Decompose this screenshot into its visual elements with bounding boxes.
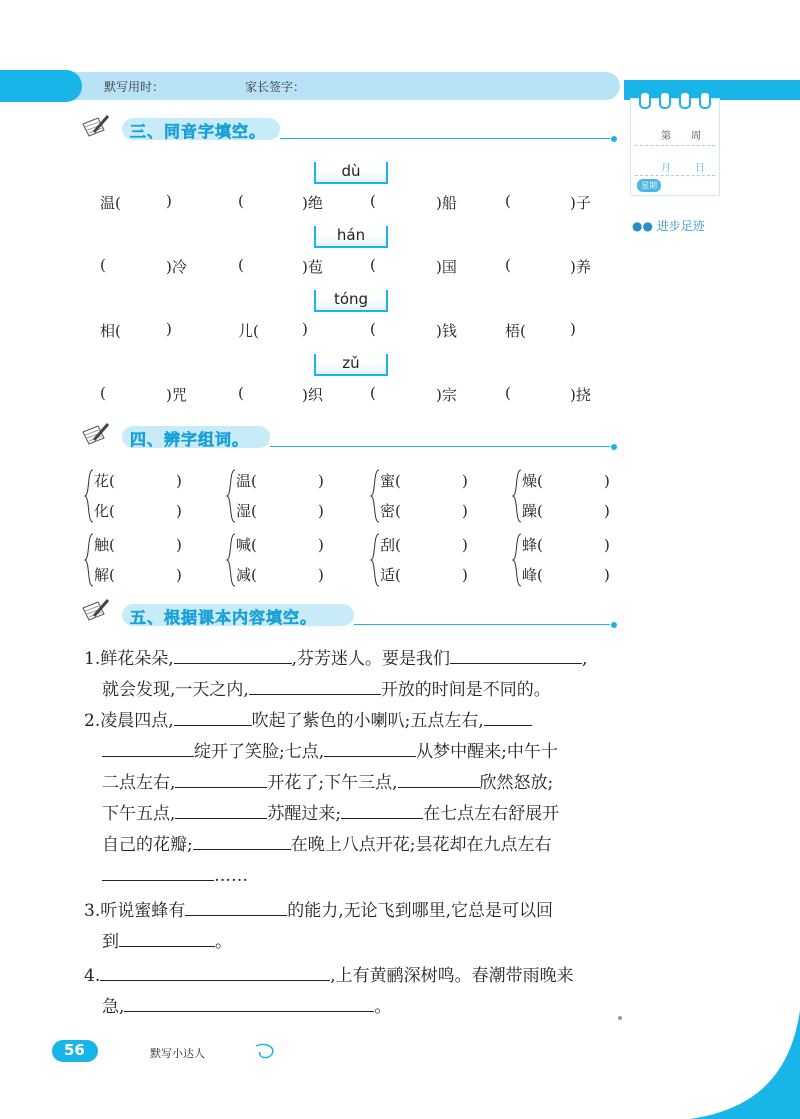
blank-close: )绝: [302, 194, 323, 212]
blank-close: ): [166, 192, 172, 210]
blank-close: )苞: [302, 258, 323, 276]
blank-open: (: [505, 192, 511, 210]
ring-icon: [699, 91, 711, 109]
q2-line5: 自己的花瓣; 在晚上八点开花;昙花却在九点左右: [102, 830, 551, 861]
day-label: 日: [695, 163, 705, 174]
pinyin-box: dù: [314, 162, 388, 184]
blank-close: )冷: [166, 258, 187, 276]
word-pair-item: 躁(: [522, 502, 543, 520]
page-number: 56: [64, 1041, 85, 1059]
blank-close: ): [176, 566, 182, 584]
q2-line3: 二点左右, 开花了;下午三点, 欣然怒放;: [102, 768, 553, 799]
parent-signature-label: 家长签字：: [245, 80, 306, 94]
blank-open: 相(: [100, 322, 121, 340]
brace-icon: [84, 468, 94, 528]
blank-close: ): [176, 472, 182, 490]
blank-close: ): [462, 472, 468, 490]
blank-close: )船: [436, 194, 457, 212]
blank-close: )咒: [166, 386, 187, 404]
blank-close: ): [570, 320, 576, 338]
word-pair-item: 适(: [380, 566, 401, 584]
q2-line1: 2.凌晨四点, 吹起了紫色的小喇叭;五点左右,: [84, 706, 532, 737]
blank-open: (: [505, 256, 511, 274]
answer-blank[interactable]: [174, 707, 252, 726]
blank-close: ): [604, 472, 610, 490]
blank-close: )国: [436, 258, 457, 276]
answer-blank[interactable]: [484, 707, 532, 726]
blank-close: ): [604, 502, 610, 520]
word-pair-item: 峰(: [522, 566, 543, 584]
answer-blank[interactable]: [102, 738, 194, 757]
blank-open: (: [238, 384, 244, 402]
q3-line2: 到 。: [102, 927, 232, 958]
brace-icon: [512, 468, 522, 528]
blank-open: 温(: [100, 194, 121, 212]
q4-line1: 4. ,上有黄鹂深树鸣。春潮带雨晚来: [84, 961, 574, 992]
progress-label: [632, 217, 705, 234]
q4-line2: 急, 。: [102, 992, 391, 1023]
answer-blank[interactable]: [175, 800, 267, 819]
month-label: 月: [661, 163, 671, 174]
word-pair-item: 蜂(: [522, 536, 543, 554]
brace-icon: [84, 532, 94, 592]
answer-blank[interactable]: [100, 962, 330, 981]
page-number-pill: [52, 1040, 98, 1062]
word-pair-item: 温(: [236, 472, 257, 490]
word-pair-item: 触(: [94, 536, 115, 554]
blank-open: 儿(: [238, 322, 259, 340]
brace-icon: [370, 532, 380, 592]
q2-line2: 绽开了笑脸;七点, 从梦中醒来;中午十: [102, 737, 558, 768]
q2-line4: 下午五点, 苏醒过来; 在七点左右舒展开: [102, 799, 559, 830]
blank-close: )织: [302, 386, 323, 404]
answer-blank[interactable]: [185, 897, 287, 916]
answer-blank[interactable]: [398, 769, 480, 788]
q1-line2: 就会发现,一天之内, 开放的时间是不同的。: [102, 675, 551, 706]
section-4-title: 四、辨字组词。: [130, 430, 250, 449]
pinyin-box: hán: [314, 226, 388, 248]
pencil-notebook-icon: [80, 114, 110, 140]
word-pair-item: 喊(: [236, 536, 257, 554]
answer-blank[interactable]: [174, 645, 292, 664]
blank-open: (: [238, 256, 244, 274]
blank-close: ): [604, 566, 610, 584]
brace-icon: [512, 532, 522, 592]
blank-close: ): [604, 536, 610, 554]
answer-blank[interactable]: [324, 738, 416, 757]
ring-icon: [639, 91, 651, 109]
blank-open: (: [505, 384, 511, 402]
blank-close: )宗: [436, 386, 457, 404]
q3-line1: 3.听说蜜蜂有 的能力,无论飞到哪里,它总是可以回: [84, 896, 553, 927]
word-pair-item: 减(: [236, 566, 257, 584]
section-3-title: 三、同音字填空。: [130, 122, 267, 141]
blank-close: ): [176, 536, 182, 554]
footprint-icon: ●●: [632, 219, 657, 233]
blank-open: 梧(: [505, 322, 526, 340]
blank-close: )养: [570, 258, 591, 276]
blank-close: ): [318, 502, 324, 520]
blank-close: ): [462, 502, 468, 520]
header-cap: [0, 70, 82, 102]
blank-close: ): [302, 320, 308, 338]
word-pair-item: 刮(: [380, 536, 401, 554]
calendar-card: [630, 98, 720, 196]
blank-close: ): [318, 566, 324, 584]
answer-blank[interactable]: [193, 831, 291, 850]
brace-icon: [226, 532, 236, 592]
word-pair-item: 密(: [380, 502, 401, 520]
blank-close: ): [176, 502, 182, 520]
word-pair-item: 花(: [94, 472, 115, 490]
word-pair-item: 湿(: [236, 502, 257, 520]
blank-open: (: [100, 256, 106, 274]
blank-open: (: [370, 384, 376, 402]
word-pair-item: 解(: [94, 566, 115, 584]
q1-line1: 1.鲜花朵朵, ,芬芳迷人。要是我们 ,: [84, 644, 587, 675]
answer-blank[interactable]: [124, 993, 374, 1012]
week-suffix: 周: [691, 131, 701, 142]
answer-blank[interactable]: [175, 769, 267, 788]
dictation-time-label: 默写用时：: [104, 80, 165, 94]
ring-icon: [659, 91, 671, 109]
q2-line6: ……: [102, 861, 248, 892]
weekday-badge: 星期: [637, 179, 661, 192]
blank-close: )钱: [436, 322, 457, 340]
answer-blank[interactable]: [102, 862, 214, 881]
book-title: 默写小达人: [150, 1047, 205, 1060]
progress-text: 进步足迹: [656, 219, 705, 233]
blank-close: ): [318, 536, 324, 554]
blank-close: ): [462, 566, 468, 584]
pencil-notebook-icon: [80, 598, 110, 624]
blank-close: ): [166, 320, 172, 338]
blank-close: ): [318, 472, 324, 490]
blank-close: )挠: [570, 386, 591, 404]
blank-open: (: [370, 192, 376, 210]
word-pair-item: 化(: [94, 502, 115, 520]
swirl-decoration-icon: [250, 1040, 278, 1062]
section-5-title: 五、根据课本内容填空。: [130, 608, 318, 627]
word-pair-item: 蜜(: [380, 472, 401, 490]
blank-open: (: [370, 256, 376, 274]
week-label: 第: [661, 131, 671, 142]
blank-open: (: [100, 384, 106, 402]
ring-icon: [679, 91, 691, 109]
blank-open: (: [370, 320, 376, 338]
brace-icon: [370, 468, 380, 528]
answer-blank[interactable]: [119, 928, 215, 947]
answer-blank[interactable]: [450, 645, 582, 664]
corner-wave-decoration: [690, 1010, 800, 1119]
word-pair-item: 燥(: [522, 472, 543, 490]
brace-icon: [226, 468, 236, 528]
blank-close: ): [462, 536, 468, 554]
pinyin-box: tóng: [314, 290, 388, 312]
answer-blank[interactable]: [249, 676, 381, 695]
answer-blank[interactable]: [341, 800, 423, 819]
blank-close: )子: [570, 194, 591, 212]
pencil-notebook-icon: [80, 422, 110, 448]
pinyin-box: zǔ: [314, 354, 388, 376]
blank-open: (: [238, 192, 244, 210]
header-bar: [0, 72, 620, 100]
